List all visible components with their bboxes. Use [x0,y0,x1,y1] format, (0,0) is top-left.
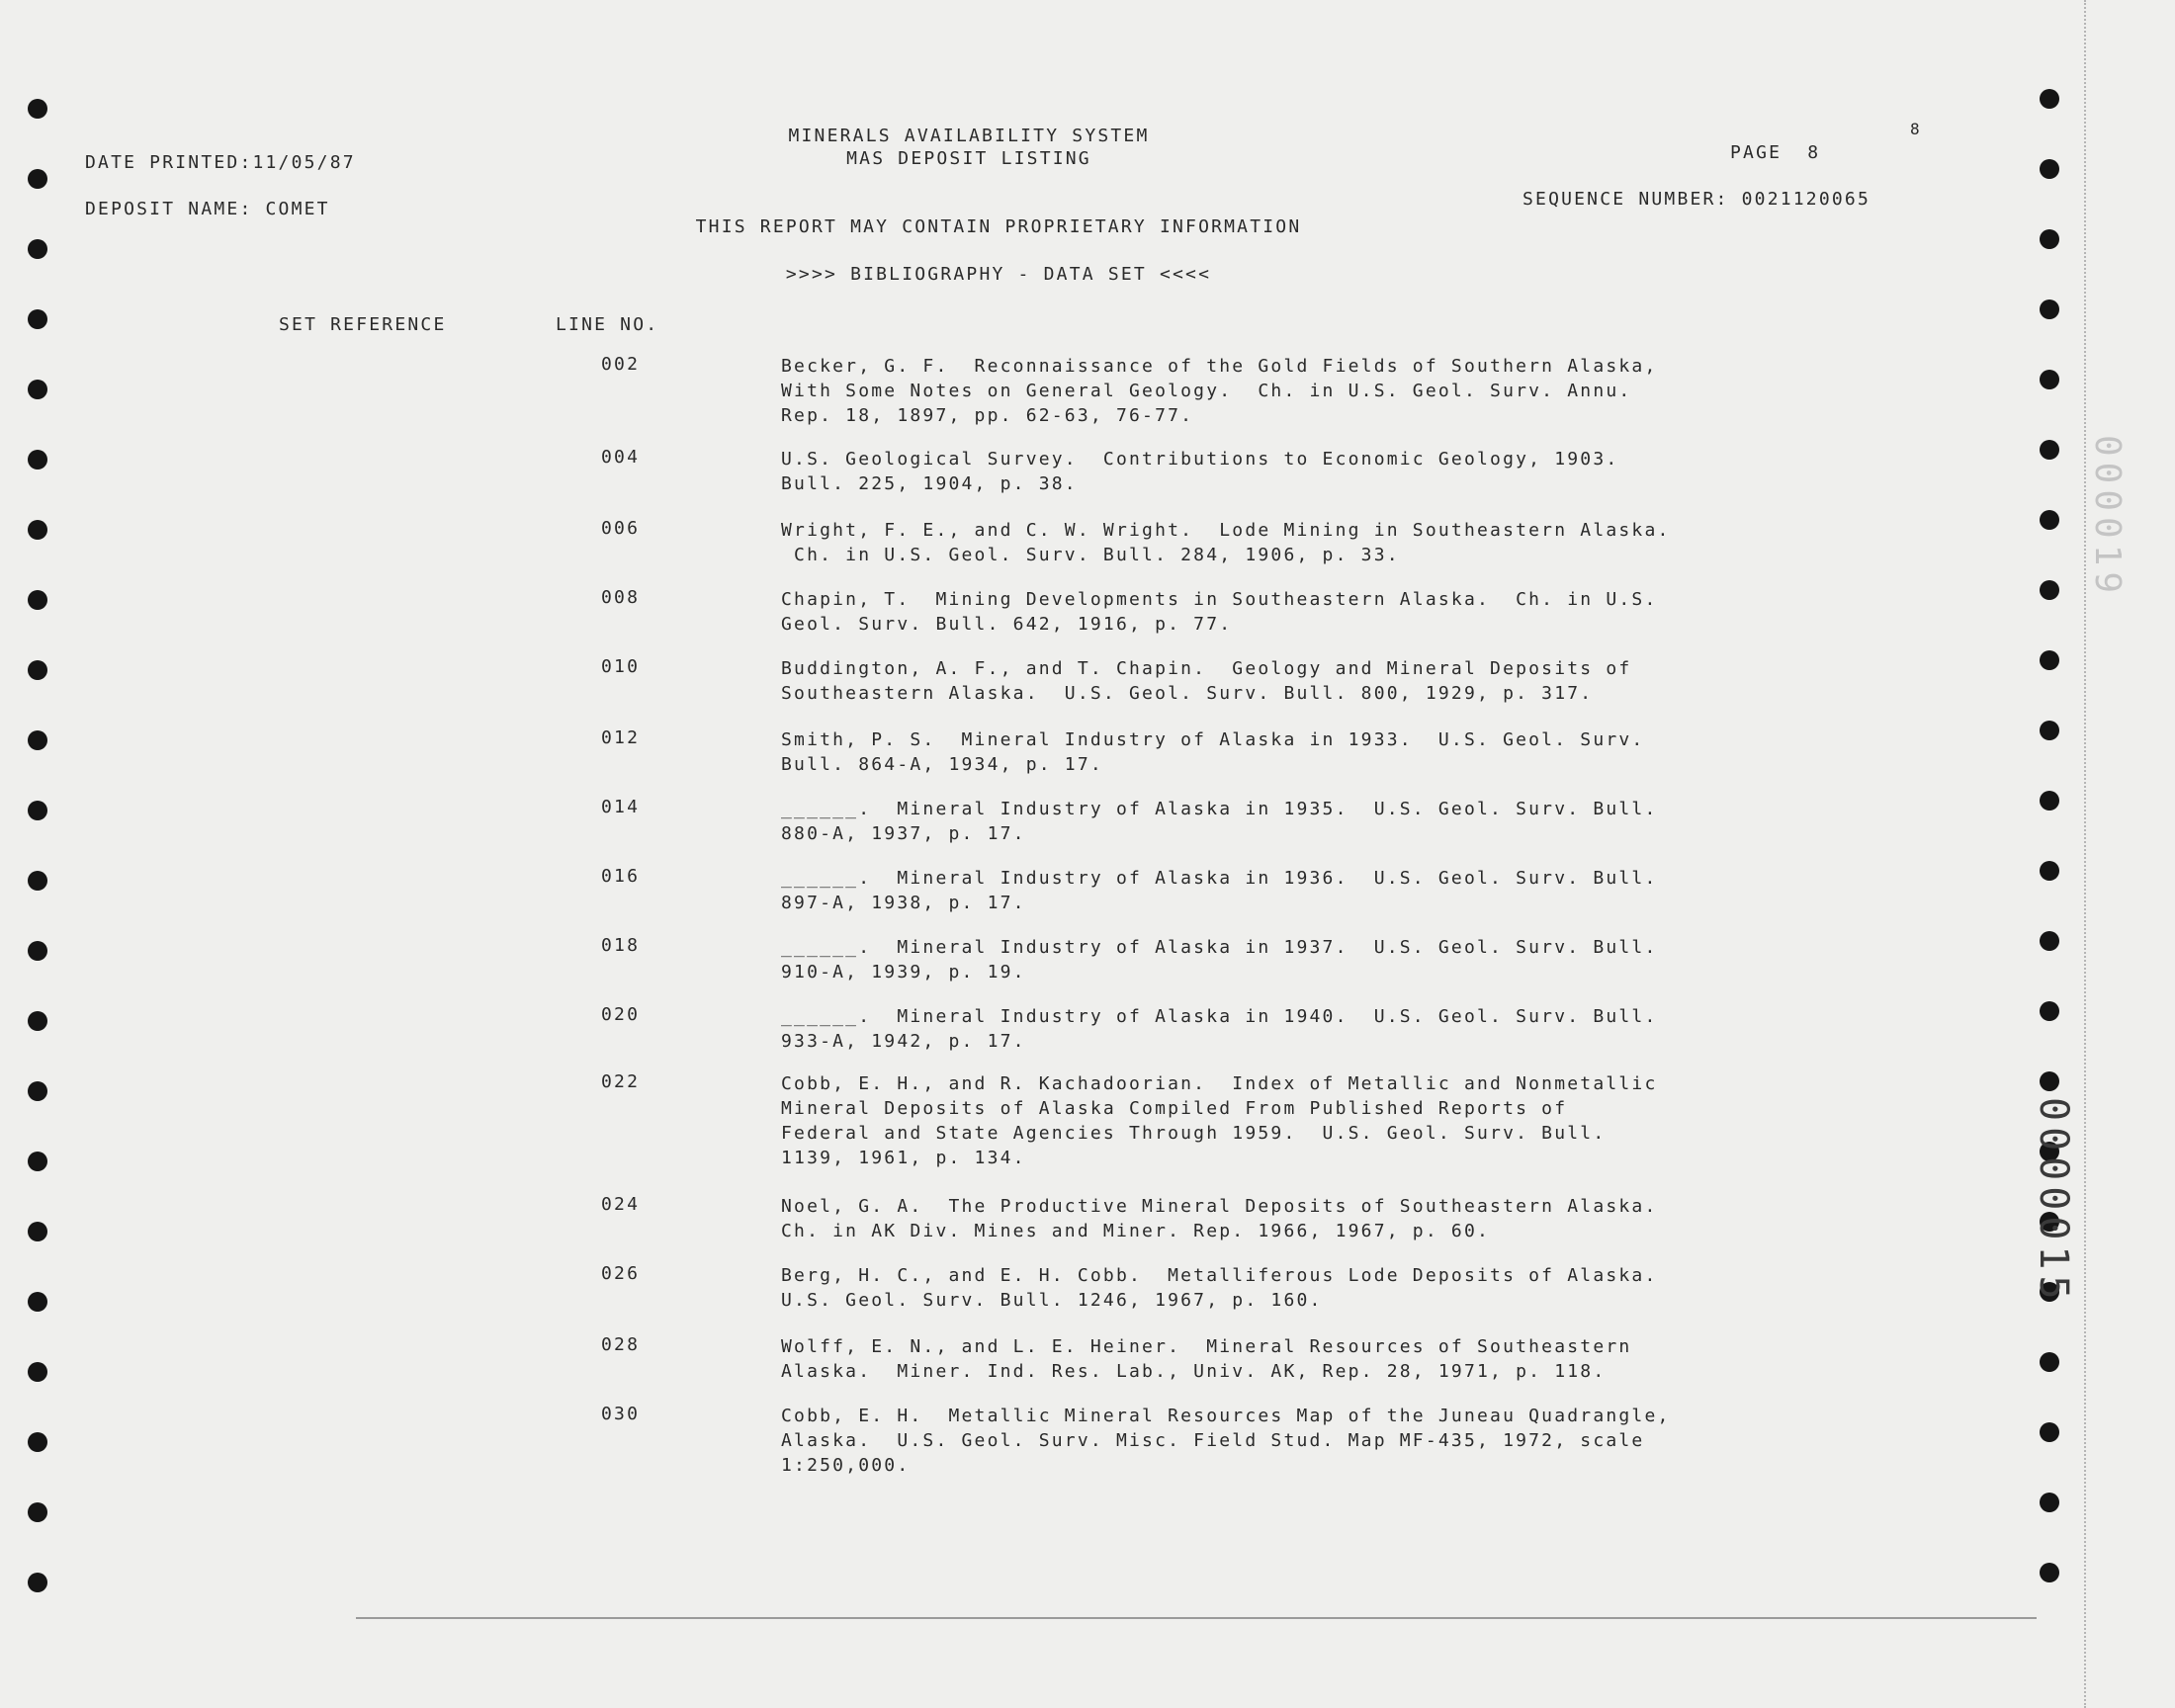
reference-citation [781,727,1770,777]
feed-hole [28,660,47,680]
citation-line: 1:250,000. [781,1455,911,1476]
reference-line-no: 028 [601,1334,641,1355]
reference-line-no: 004 [601,447,641,468]
feed-hole [2040,1422,2059,1442]
reference-citation [781,587,1770,637]
feed-hole [28,1292,47,1312]
feed-hole [2040,931,2059,951]
citation-line: 933-A, 1942, p. 17. [781,1031,1026,1052]
bottom-rule [356,1617,2037,1619]
citation-line: U.S. Geological Survey. Contributions to Economic Geology, 1903. [781,449,1619,470]
feed-hole [28,1573,47,1592]
feed-hole [2040,1563,2059,1582]
citation-line: Geol. Surv. Bull. 642, 1916, p. 77. [781,614,1233,635]
citation-line: Becker, G. F. Reconnaissance of the Gold Fields of Southern Alaska, [781,356,1658,377]
feed-hole [28,730,47,750]
perforation-line [2084,0,2086,1708]
citation-line: Chapin, T. Mining Developments in Southeastern Alaska. Ch. in U.S. [781,589,1658,610]
feed-hole [28,1502,47,1522]
reference-line-no: 024 [601,1194,641,1215]
feed-hole [2040,89,2059,109]
proprietary-notice: THIS REPORT MAY CONTAIN PROPRIETARY INFORMATION [695,216,1302,237]
feed-hole [2040,229,2059,249]
citation-line: Buddington, A. F., and T. Chapin. Geology and Mineral Deposits of [781,658,1632,679]
feed-hole [28,380,47,399]
reference-citation [781,866,1770,915]
feed-hole [2040,510,2059,530]
reference-citation [781,656,1770,706]
feed-hole [28,590,47,610]
citation-line: Berg, H. C., and E. H. Cobb. Metalliferous Lode Deposits of Alaska. [781,1265,1658,1286]
system-title: MINERALS AVAILABILITY SYSTEM [788,126,1150,146]
section-title: >>>> BIBLIOGRAPHY - DATA SET <<<< [785,264,1212,285]
citation-line: Cobb, E. H. Metallic Mineral Resources Map of the Juneau Quadrangle, [781,1406,1671,1426]
page-number: PAGE 8 [1730,142,1821,163]
margin-faint-stamp: 000019 [2087,435,2128,600]
reference-citation [781,447,1770,496]
citation-line: Rep. 18, 1897, pp. 62-63, 76-77. [781,405,1194,426]
reference-line-no: 030 [601,1404,641,1424]
citation-line: Bull. 225, 1904, p. 38. [781,473,1078,494]
column-header-line-no: LINE NO. [556,314,659,335]
citation-line: Federal and State Agencies Through 1959. U.S. Geol. Surv. Bull. [781,1123,1607,1144]
feed-hole [28,801,47,820]
citation-line: Mineral Deposits of Alaska Compiled From Published Reports of [781,1098,1568,1119]
column-header-set-reference: SET REFERENCE [279,314,447,335]
feed-hole [2040,440,2059,460]
feed-hole [28,99,47,119]
feed-hole [28,239,47,259]
feed-hole [28,450,47,470]
reference-line-no: 020 [601,1004,641,1025]
citation-line: Cobb, E. H., and R. Kachadoorian. Index of Metallic and Nonmetallic [781,1073,1658,1094]
feed-hole [28,1011,47,1031]
citation-line: Alaska. U.S. Geol. Surv. Misc. Field Stud. Map MF-435, 1972, scale [781,1430,1645,1451]
feed-hole [2040,580,2059,600]
feed-hole [2040,299,2059,319]
feed-hole [2040,1493,2059,1512]
citation-line: Ch. in U.S. Geol. Surv. Bull. 284, 1906, p. 33. [781,545,1400,565]
reference-citation [781,1071,1770,1170]
citation-line: 897-A, 1938, p. 17. [781,893,1026,913]
citation-line: 880-A, 1937, p. 17. [781,823,1026,844]
feed-hole [2040,1071,2059,1091]
reference-line-no: 022 [601,1071,641,1092]
reference-citation [781,354,1770,428]
feed-hole [28,1222,47,1241]
citation-line: Ch. in AK Div. Mines and Miner. Rep. 1966, 1967, p. 60. [781,1221,1491,1241]
citation-line: Alaska. Miner. Ind. Res. Lab., Univ. AK, Rep. 28, 1971, p. 118. [781,1361,1607,1382]
page-corner-number: 8 [1910,120,1922,138]
reference-line-no: 018 [601,935,641,956]
listing-title: MAS DEPOSIT LISTING [846,148,1091,169]
feed-hole [2040,370,2059,389]
citation-line: 910-A, 1939, p. 19. [781,962,1026,982]
feed-hole [28,520,47,540]
citation-line: ______. Mineral Industry of Alaska in 1936. U.S. Geol. Surv. Bull. [781,868,1658,889]
feed-hole [28,1362,47,1382]
citation-line: ______. Mineral Industry of Alaska in 1940. U.S. Geol. Surv. Bull. [781,1006,1658,1027]
feed-hole [2040,1352,2059,1372]
reference-citation [781,1004,1770,1054]
reference-line-no: 002 [601,354,641,375]
reference-line-no: 012 [601,727,641,748]
citation-line: Bull. 864-A, 1934, p. 17. [781,754,1103,775]
citation-line: U.S. Geol. Surv. Bull. 1246, 1967, p. 160. [781,1290,1323,1311]
feed-hole [2040,721,2059,740]
reference-citation [781,1194,1770,1243]
feed-hole [28,1432,47,1452]
citation-line: ______. Mineral Industry of Alaska in 1935. U.S. Geol. Surv. Bull. [781,799,1658,819]
date-printed: DATE PRINTED:11/05/87 [85,152,356,173]
reference-line-no: 026 [601,1263,641,1284]
citation-line: Southeastern Alaska. U.S. Geol. Surv. Bull. 800, 1929, p. 317. [781,683,1594,704]
feed-hole [2040,650,2059,670]
feed-hole [2040,791,2059,811]
left-tractor-feed [0,0,69,1708]
feed-hole [28,941,47,961]
reference-line-no: 016 [601,866,641,887]
reference-citation [781,518,1770,567]
deposit-name: DEPOSIT NAME: COMET [85,199,330,219]
feed-hole [2040,1001,2059,1021]
feed-hole [28,1081,47,1101]
feed-hole [28,871,47,891]
citation-line: Noel, G. A. The Productive Mineral Deposits of Southeastern Alaska. [781,1196,1658,1217]
citation-line: Wolff, E. N., and L. E. Heiner. Mineral Resources of Southeastern [781,1336,1632,1357]
sequence-number: SEQUENCE NUMBER: 0021120065 [1522,189,1870,210]
reference-line-no: 006 [601,518,641,539]
reference-citation [781,1263,1770,1313]
right-tractor-feed [2007,0,2076,1708]
feed-hole [2040,159,2059,179]
reference-citation [781,1404,1770,1478]
citation-line: Smith, P. S. Mineral Industry of Alaska in 1933. U.S. Geol. Surv. [781,729,1645,750]
citation-line: Wright, F. E., and C. W. Wright. Lode Mining in Southeastern Alaska. [781,520,1671,541]
citation-line: 1139, 1961, p. 134. [781,1148,1026,1168]
reference-citation [781,935,1770,984]
reference-line-no: 014 [601,797,641,817]
reference-citation [781,1334,1770,1384]
reference-citation [781,797,1770,846]
reference-line-no: 010 [601,656,641,677]
feed-hole [28,309,47,329]
citation-line: ______. Mineral Industry of Alaska in 1937. U.S. Geol. Surv. Bull. [781,937,1658,958]
feed-hole [2040,861,2059,881]
margin-page-stamp: 0000015 [2031,1097,2076,1306]
citation-line: With Some Notes on General Geology. Ch. in U.S. Geol. Surv. Annu. [781,381,1632,401]
feed-hole [28,169,47,189]
feed-hole [28,1152,47,1171]
reference-line-no: 008 [601,587,641,608]
